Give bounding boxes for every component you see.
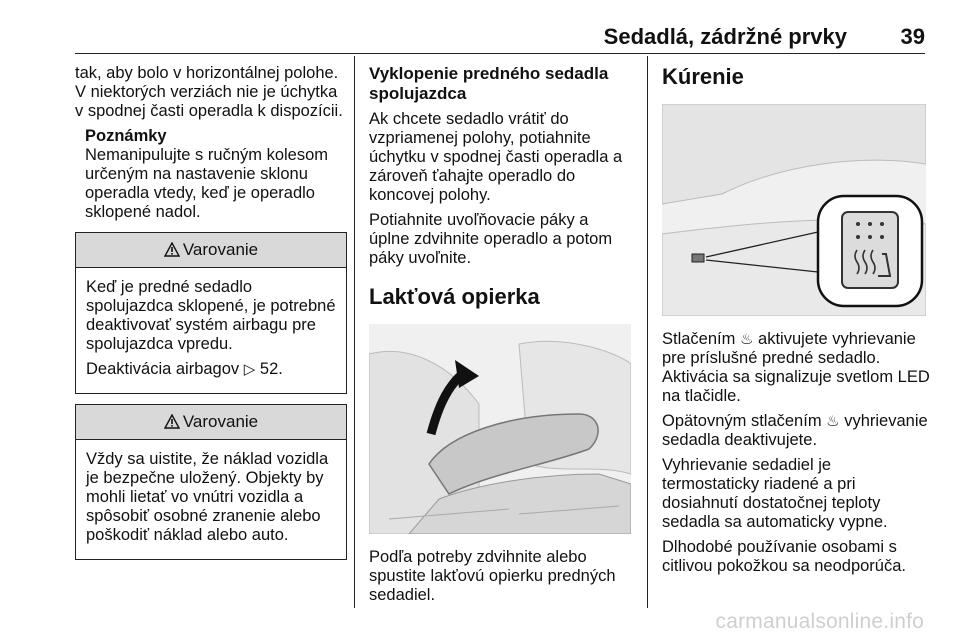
warning-triangle-icon xyxy=(164,242,180,257)
fold-seat-paragraph-2: Potiahnite uvoľňovacie páky a úplne zdvihnite operadlo a potom páky uvoľnite. xyxy=(369,211,613,267)
warning-title-1: Varovanie xyxy=(182,240,259,259)
warning-text-1: Keď je predné sedadlo spolujazdca sklopené, je potrebné deaktivovať systém airbagu pre spolujazdca vpredu. xyxy=(86,278,336,353)
section-heading-armrest: Lakťová opierka xyxy=(369,284,540,309)
warning-triangle-icon xyxy=(164,414,180,429)
heating-p2-start: Opätovným stlačením xyxy=(662,412,822,430)
armrest-paragraph: Podľa potreby zdvihnite alebo spustite lakťovú opierku predných sedadiel. xyxy=(369,548,616,604)
page-number: 39 xyxy=(900,24,925,49)
page-reference: 52. xyxy=(259,360,283,378)
note-text: Nemanipulujte s ručným kolesom určeným na nastavenie sklonu operadla vtedy, keď je operadlo sklopené nadol. xyxy=(85,146,329,221)
warning-header-2 xyxy=(76,405,346,440)
heating-paragraph-2 xyxy=(662,412,930,450)
note-title: Poznámky xyxy=(85,127,167,145)
heating-p1-end: aktivujete vyhrievanie pre príslušné predné sedadlo. Aktivácia sa signalizuje svetlom LED na tlačidle. xyxy=(662,330,930,405)
warning-title-2: Varovanie xyxy=(182,412,259,431)
page-header-title: Sedadlá, zádržné prvky xyxy=(603,24,847,49)
column-2 xyxy=(369,64,633,611)
heating-paragraph-1 xyxy=(662,330,930,406)
warning-box-2 xyxy=(75,404,347,560)
page-reference-icon: ▷ xyxy=(243,361,256,378)
note-block xyxy=(75,127,347,222)
warning-box-1 xyxy=(75,232,347,394)
page-header xyxy=(75,24,925,54)
column-1 xyxy=(75,64,347,570)
airbag-deactivation-text: Deaktivácia airbagov xyxy=(86,360,240,378)
column-divider-1 xyxy=(354,56,355,608)
section-heading-heating: Kúrenie xyxy=(662,64,744,89)
intro-paragraph: tak, aby bolo v horizontálnej polohe. V niektorých verziách nie je úchytka v spodnej časti operadla k dispozícii. xyxy=(75,64,343,120)
armrest-illustration xyxy=(369,324,631,534)
heating-p1-start: Stlačením xyxy=(662,330,736,348)
heating-p2-end: vyhrievanie sedadla deaktivujete. xyxy=(662,412,928,449)
header-rule xyxy=(75,53,925,54)
seat-heating-icon: ♨ xyxy=(739,331,754,348)
warning-body-2 xyxy=(76,440,346,559)
section-heading-fold-seat: Vyklopenie predného sedadla spolujazdca xyxy=(369,64,609,103)
seat-heating-illustration xyxy=(662,104,926,316)
heating-paragraph-4: Dlhodobé používanie osobami s citlivou pokožkou sa neodporúča. xyxy=(662,538,906,575)
warning-body-1 xyxy=(76,268,346,393)
seat-heating-icon: ♨ xyxy=(826,413,840,430)
column-3 xyxy=(662,64,930,582)
fold-seat-paragraph-1: Ak chcete sedadlo vrátiť do vzpriamenej polohy, potiahnite úchytku v spodnej časti operadla a zároveň ťahajte operadlo do koncovej polohy. xyxy=(369,110,623,204)
heating-paragraph-3: Vyhrievanie sedadiel je termostaticky riadené a pri dosiahnutí dostatočnej teploty sedadla sa automaticky vypne. xyxy=(662,456,888,531)
column-divider-2 xyxy=(647,56,648,608)
warning-text-2: Vždy sa uistite, že náklad vozidla je bezpečne uložený. Objekty by mohli lietať vo vnútri vozidla a spôsobiť osobné zranenie alebo poškodiť náklad alebo auto. xyxy=(86,450,329,544)
warning-header-1 xyxy=(76,233,346,268)
warning-text-1b xyxy=(86,360,336,379)
watermark: carmanualsonline.info xyxy=(715,610,924,633)
